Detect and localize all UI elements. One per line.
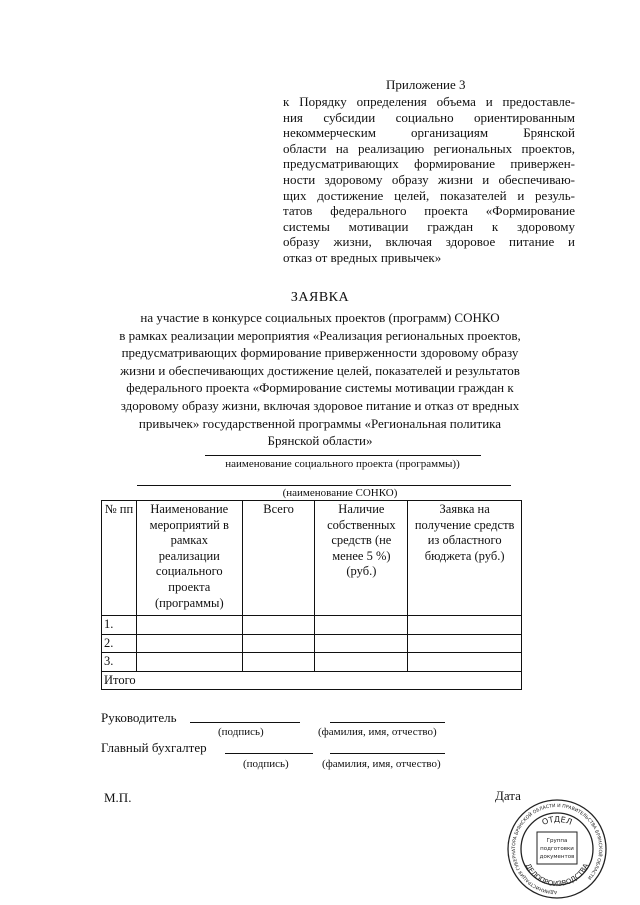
appendix-line: предусматривающих формирование привержен- [283,156,575,172]
intro-line: жизни и обеспечивающих достижение целей, показателей и результатов [120,362,520,378]
row-number: 2. [102,634,137,653]
application-table [101,500,522,690]
accountant-signature-caption: (подпись) [243,758,289,770]
stamp-top-text: ОТДЕЛ [540,814,574,827]
stamp-center-line: подготовки [540,846,574,852]
row-number: 3. [102,653,137,672]
stamp-center-line: Группа [546,838,568,844]
appendix-line: татов федерального проекта «Формирование [283,203,575,219]
accountant-name-caption: (фамилия, имя, отчество) [322,758,441,770]
form-intro [100,309,540,450]
intro-line: Брянской области» [267,433,373,449]
head-name-line[interactable] [330,722,445,723]
appendix-line: некоммерческим организациям Брянской [283,125,575,141]
intro-line: на участие в конкурсе социальных проектов (программ) СОНКО [140,310,500,325]
appendix-line: ности здоровому образу жизни и обеспечиваю- [283,171,575,187]
head-label: Руководитель [101,710,177,725]
office-stamp [497,796,617,902]
form-title: ЗАЯВКА [290,290,350,305]
appendix-heading: Приложение 3 [386,77,466,92]
accountant-name-line[interactable] [330,753,445,754]
head-signature-line[interactable] [190,722,300,723]
appendix-line: отказ от вредных привычек» [283,249,442,265]
table-cell[interactable] [136,653,242,672]
stamp-center-line: документов [539,854,575,860]
table-cell[interactable] [242,653,315,672]
project-name-line[interactable] [205,455,481,456]
appendix-line: к Порядку определения объема и предоставле- [283,94,575,109]
accountant-signature-line[interactable] [225,753,313,754]
appendix-line: ния субсидии социально ориентированным [283,109,575,125]
table-cell[interactable] [408,616,522,635]
table-cell[interactable] [408,634,522,653]
sonko-caption: (наименование СОНКО) [282,487,398,499]
header-number: № пп [102,501,137,616]
date-label: Дата [495,788,521,803]
intro-line: федерального проекта «Формирование системы мотивации граждан к [126,380,514,396]
table-row [102,634,522,653]
table-row [102,653,522,672]
header-requested-funds: Заявка на получение средств из областного бюджета (руб.) [408,501,522,616]
stamp-bottom-text: ДЕЛОПРОИЗВОДСТВА [523,862,591,889]
intro-line: в рамках реализации мероприятия «Реализация региональных проектов, [119,327,521,343]
intro-line: привычек» государственной программы «Региональная политика [138,415,502,431]
sonko-name-line[interactable] [137,485,511,486]
table-row [102,616,522,635]
table-cell[interactable] [242,634,315,653]
table-header-row [102,501,522,616]
table-cell[interactable] [315,634,408,653]
accountant-label: Главный бухгалтер [101,740,207,755]
total-label: Итого [102,671,522,690]
table-cell[interactable] [136,634,242,653]
row-number: 1. [102,616,137,635]
table-cell[interactable] [242,616,315,635]
appendix-text [283,94,575,266]
header-activities: Наименование мероприятий в рамках реализации социального проекта (программы) [136,501,242,616]
header-total: Всего [242,501,315,616]
table-cell[interactable] [315,653,408,672]
table-cell[interactable] [136,616,242,635]
head-name-caption: (фамилия, имя, отчество) [318,726,437,738]
appendix-line: образу жизни, включая здоровое питание и [283,234,575,250]
table-cell[interactable] [315,616,408,635]
appendix-line: области на реализацию региональных проектов, [283,140,575,156]
table-cell[interactable] [408,653,522,672]
appendix-line: щих достижение целей, показателей и резуль- [283,187,575,203]
header-own-funds: Наличие собственных средств (не менее 5 %) (руб.) [315,501,408,616]
head-signature-caption: (подпись) [218,726,264,738]
project-name-caption: наименование социального проекта (программы)) [225,458,460,470]
stamp-ring-text: АДМИНИСТРАЦИЯ ГУБЕРНАТОРА БРЯНСКОЙ ОБЛАСТИ И ПРАВИТЕЛЬСТВА БРЯНСКОЙ ОБЛАСТИ [511,803,603,895]
intro-line: здоровому образу жизни, включая здоровое питание и отказ от вредных [120,397,520,413]
total-row [102,671,522,690]
intro-line: предусматривающих формирование приверженности здоровому образу [121,345,519,361]
appendix-line: системы мотивации граждан к здоровому [283,218,575,234]
seal-place-label: М.П. [104,790,132,805]
